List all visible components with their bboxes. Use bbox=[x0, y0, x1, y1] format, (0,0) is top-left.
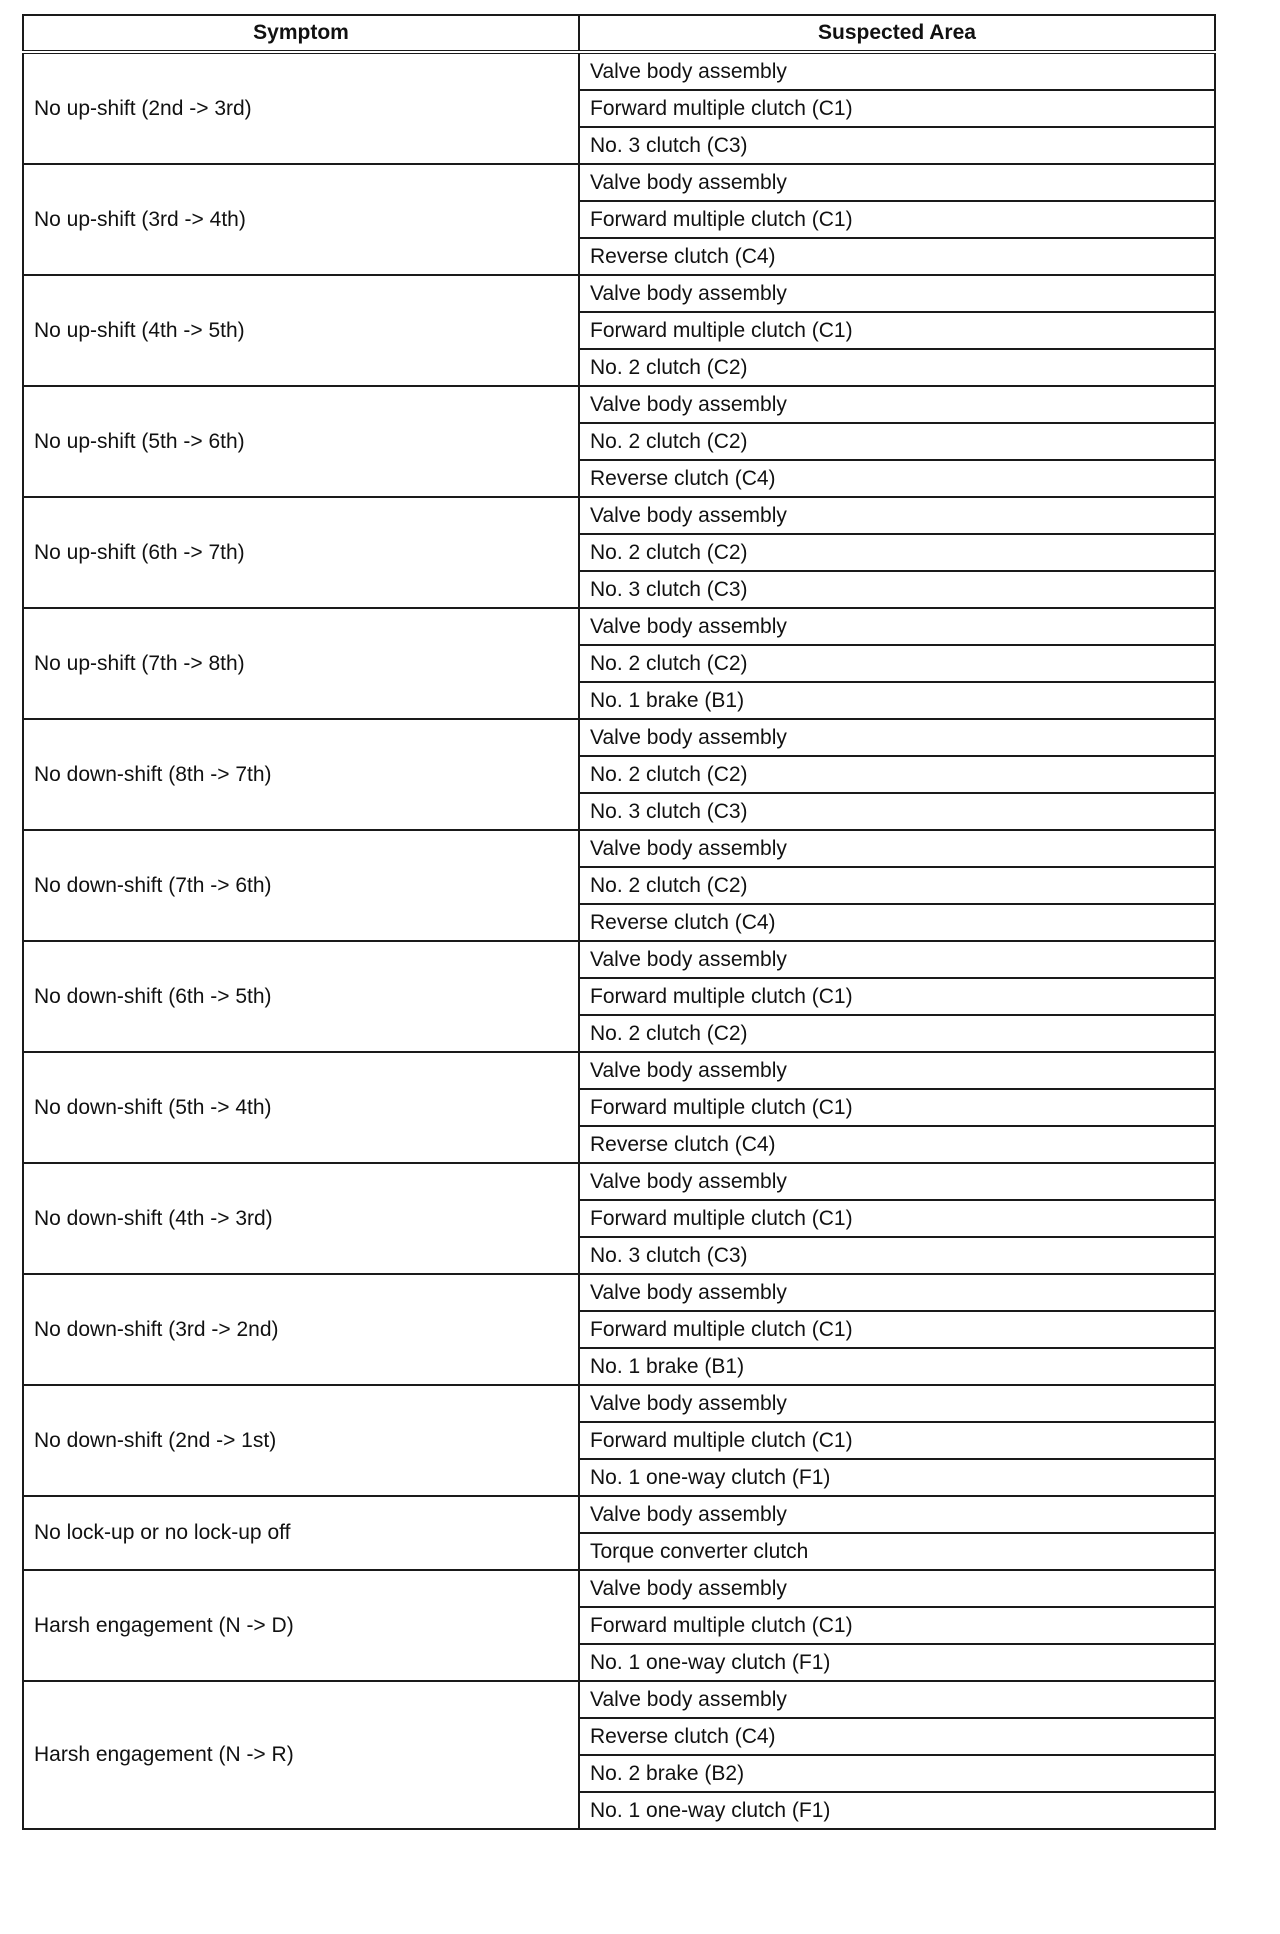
suspected-area-cell: Forward multiple clutch (C1) bbox=[579, 90, 1215, 127]
suspected-area-cell: Valve body assembly bbox=[579, 608, 1215, 645]
suspected-area-cell: Reverse clutch (C4) bbox=[579, 460, 1215, 497]
suspected-area-cell: Valve body assembly bbox=[579, 719, 1215, 756]
table-row bbox=[23, 1385, 1215, 1422]
symptom-cell: No down-shift (6th -> 5th) bbox=[23, 941, 579, 1052]
suspected-area-cell: Torque converter clutch bbox=[579, 1533, 1215, 1570]
table-row bbox=[23, 275, 1215, 312]
suspected-area-cell: Reverse clutch (C4) bbox=[579, 238, 1215, 275]
table-row bbox=[23, 497, 1215, 534]
suspected-area-cell: No. 2 clutch (C2) bbox=[579, 756, 1215, 793]
suspected-area-cell: No. 1 one-way clutch (F1) bbox=[579, 1459, 1215, 1496]
table-row bbox=[23, 164, 1215, 201]
table-row bbox=[23, 1052, 1215, 1089]
suspected-area-cell: Forward multiple clutch (C1) bbox=[579, 1607, 1215, 1644]
suspected-area-cell: Valve body assembly bbox=[579, 941, 1215, 978]
suspected-area-cell: No. 3 clutch (C3) bbox=[579, 1237, 1215, 1274]
table-row bbox=[23, 386, 1215, 423]
suspected-area-cell: No. 1 brake (B1) bbox=[579, 682, 1215, 719]
symptom-cell: No up-shift (2nd -> 3rd) bbox=[23, 52, 579, 164]
suspected-area-cell: Valve body assembly bbox=[579, 1570, 1215, 1607]
table-body bbox=[23, 52, 1215, 1829]
table-header bbox=[23, 15, 1215, 52]
suspected-area-cell: Forward multiple clutch (C1) bbox=[579, 1089, 1215, 1126]
suspected-area-cell: Valve body assembly bbox=[579, 1681, 1215, 1718]
symptom-column-header: Symptom bbox=[23, 15, 579, 52]
table-row bbox=[23, 1570, 1215, 1607]
suspected-area-cell: No. 3 clutch (C3) bbox=[579, 571, 1215, 608]
suspected-area-cell: Valve body assembly bbox=[579, 386, 1215, 423]
table-row bbox=[23, 1163, 1215, 1200]
table-row bbox=[23, 941, 1215, 978]
suspected-area-cell: No. 3 clutch (C3) bbox=[579, 127, 1215, 164]
suspected-area-cell: No. 1 brake (B1) bbox=[579, 1348, 1215, 1385]
table-row bbox=[23, 1681, 1215, 1718]
suspected-area-cell: No. 2 clutch (C2) bbox=[579, 423, 1215, 460]
suspected-area-cell: Forward multiple clutch (C1) bbox=[579, 1311, 1215, 1348]
symptom-cell: No up-shift (5th -> 6th) bbox=[23, 386, 579, 497]
table-row bbox=[23, 1496, 1215, 1533]
table-row bbox=[23, 1274, 1215, 1311]
table-row bbox=[23, 830, 1215, 867]
symptom-cell: No up-shift (4th -> 5th) bbox=[23, 275, 579, 386]
document-page bbox=[22, 14, 1214, 1830]
symptom-cell: No lock-up or no lock-up off bbox=[23, 1496, 579, 1570]
suspected-area-column-header: Suspected Area bbox=[579, 15, 1215, 52]
symptom-cell: No down-shift (3rd -> 2nd) bbox=[23, 1274, 579, 1385]
suspected-area-cell: Valve body assembly bbox=[579, 1385, 1215, 1422]
suspected-area-cell: Valve body assembly bbox=[579, 275, 1215, 312]
suspected-area-cell: No. 2 clutch (C2) bbox=[579, 867, 1215, 904]
suspected-area-cell: No. 2 brake (B2) bbox=[579, 1755, 1215, 1792]
symptom-cell: No down-shift (2nd -> 1st) bbox=[23, 1385, 579, 1496]
suspected-area-cell: Forward multiple clutch (C1) bbox=[579, 1200, 1215, 1237]
suspected-area-cell: Valve body assembly bbox=[579, 497, 1215, 534]
suspected-area-cell: Reverse clutch (C4) bbox=[579, 904, 1215, 941]
symptom-cell: No up-shift (7th -> 8th) bbox=[23, 608, 579, 719]
suspected-area-cell: No. 1 one-way clutch (F1) bbox=[579, 1644, 1215, 1681]
suspected-area-cell: Valve body assembly bbox=[579, 1052, 1215, 1089]
suspected-area-cell: No. 2 clutch (C2) bbox=[579, 534, 1215, 571]
symptom-cell: No down-shift (5th -> 4th) bbox=[23, 1052, 579, 1163]
symptom-cell: No down-shift (8th -> 7th) bbox=[23, 719, 579, 830]
table-row bbox=[23, 719, 1215, 756]
suspected-area-cell: Forward multiple clutch (C1) bbox=[579, 1422, 1215, 1459]
suspected-area-cell: Valve body assembly bbox=[579, 164, 1215, 201]
suspected-area-cell: No. 3 clutch (C3) bbox=[579, 793, 1215, 830]
suspected-area-cell: Valve body assembly bbox=[579, 1496, 1215, 1533]
symptom-cell: Harsh engagement (N -> D) bbox=[23, 1570, 579, 1681]
suspected-area-cell: Forward multiple clutch (C1) bbox=[579, 978, 1215, 1015]
suspected-area-cell: Valve body assembly bbox=[579, 52, 1215, 90]
symptom-cell: No up-shift (6th -> 7th) bbox=[23, 497, 579, 608]
suspected-area-cell: Valve body assembly bbox=[579, 830, 1215, 867]
suspected-area-cell: No. 2 clutch (C2) bbox=[579, 349, 1215, 386]
symptom-table bbox=[22, 14, 1216, 1830]
symptom-cell: No down-shift (4th -> 3rd) bbox=[23, 1163, 579, 1274]
suspected-area-cell: Valve body assembly bbox=[579, 1274, 1215, 1311]
suspected-area-cell: Valve body assembly bbox=[579, 1163, 1215, 1200]
suspected-area-cell: No. 2 clutch (C2) bbox=[579, 645, 1215, 682]
table-row bbox=[23, 608, 1215, 645]
symptom-cell: No down-shift (7th -> 6th) bbox=[23, 830, 579, 941]
symptom-cell: Harsh engagement (N -> R) bbox=[23, 1681, 579, 1829]
suspected-area-cell: Reverse clutch (C4) bbox=[579, 1718, 1215, 1755]
suspected-area-cell: Forward multiple clutch (C1) bbox=[579, 201, 1215, 238]
header-row bbox=[23, 15, 1215, 52]
symptom-cell: No up-shift (3rd -> 4th) bbox=[23, 164, 579, 275]
suspected-area-cell: No. 1 one-way clutch (F1) bbox=[579, 1792, 1215, 1829]
suspected-area-cell: Forward multiple clutch (C1) bbox=[579, 312, 1215, 349]
suspected-area-cell: No. 2 clutch (C2) bbox=[579, 1015, 1215, 1052]
table-row bbox=[23, 52, 1215, 90]
suspected-area-cell: Reverse clutch (C4) bbox=[579, 1126, 1215, 1163]
